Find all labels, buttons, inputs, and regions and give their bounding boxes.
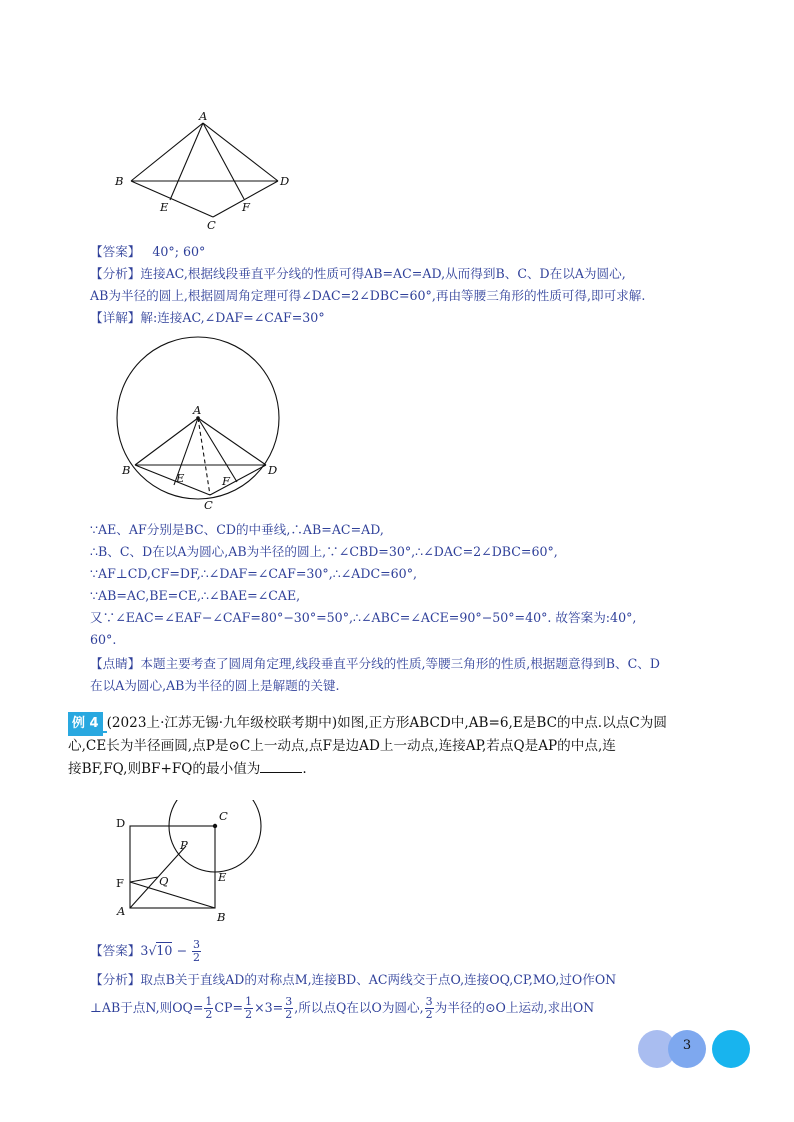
example4-text-3-end: . <box>302 761 307 777</box>
fig1-label-e: E <box>160 200 169 214</box>
comment-tag: 【点睛】 <box>90 656 141 671</box>
answer2-coef: 3 <box>140 943 149 958</box>
frac3-den: 2 <box>285 1008 293 1021</box>
figure-square <box>110 800 280 930</box>
example4-text-3: 接BF,FQ,则BF+FQ的最小值为 <box>68 761 261 777</box>
analysis-text-1: 连接AC,根据线段垂直平分线的性质可得AB=AC=AD,从而得到B、C、D在以A为圆心, <box>140 266 626 281</box>
detail-text: 解:连接AC,∠DAF=∠CAF=30° <box>140 310 325 325</box>
frac1-num: 1 <box>205 995 213 1008</box>
sqrt-sign: √ <box>148 943 157 958</box>
answer-blank <box>260 760 302 773</box>
proof-line-6: 60°. <box>90 632 117 647</box>
example4-tag-wrap <box>68 715 107 733</box>
fig2-label-d: D <box>268 463 278 477</box>
fig2-label-a: A <box>193 403 202 417</box>
proof-line-2: ∴B、C、D在以A为圆心,AB为半径的圆上,∵∠CBD=30°,∴∠DAC=2∠DBC=60°, <box>90 544 558 559</box>
analysis2-text-2b: CP= <box>214 1000 244 1015</box>
example4-line-3 <box>68 758 307 780</box>
fig1-label-c: C <box>207 218 216 232</box>
fig2-label-e: E <box>176 471 185 485</box>
answer2-line <box>90 937 202 965</box>
frac2-num: 1 <box>245 995 253 1008</box>
page-badge-circle-cyan <box>712 1030 750 1068</box>
answer2-radicand: 10 <box>156 943 173 958</box>
analysis2-text-1: 取点B关于直线AD的对称点M,连接BD、AC两线交于点O,连接OQ,CP,MO,过O作ON <box>140 972 617 987</box>
figure-circle <box>110 330 290 515</box>
fig1-label-a: A <box>199 109 208 123</box>
proof-line-5: 又∵∠EAC=∠EAF−∠CAF=80°−30°=50°,∴∠ABC=∠ACE=90°−50°=40°. 故答案为:40°, <box>90 610 637 625</box>
example4-text-1: (2023上·江苏无锡·九年级校联考期中)如图,正方形ABCD中,AB=6,E是BC的中点.以点C为圆 <box>106 715 667 731</box>
fig3-label-c: C <box>219 809 228 823</box>
fig3-label-e: E <box>218 870 227 884</box>
answer2-tag: 【答案】 <box>90 943 141 958</box>
answer2-minus: − <box>176 943 188 958</box>
analysis2-line-2 <box>90 994 594 1022</box>
fig2-label-c: C <box>204 498 213 512</box>
frac2-den: 2 <box>245 1008 253 1021</box>
page-number: 3 <box>682 1038 692 1053</box>
example4-tag: 例 4 <box>68 712 103 736</box>
analysis2-frac-4 <box>425 996 434 1021</box>
comment-line-2: 在以A为圆心,AB为半径的圆上是解题的关键. <box>90 678 340 693</box>
frac1-den: 2 <box>205 1008 213 1021</box>
proof-line-4: ∵AB=AC,BE=CE,∴∠BAE=∠CAE, <box>90 588 301 603</box>
answer2-fraction <box>192 939 201 964</box>
detail-tag: 【详解】 <box>90 310 141 325</box>
answer2-num: 3 <box>193 938 201 951</box>
answer-tag: 【答案】 <box>90 244 141 259</box>
answer2-den: 2 <box>193 951 201 964</box>
comment-line-1 <box>90 654 660 674</box>
analysis2-frac-3 <box>284 996 293 1021</box>
comment-text-1: 本题主要考查了圆周角定理,线段垂直平分线的性质,等腰三角形的性质,根据题意得到B、C、D <box>140 656 660 671</box>
answer-line-1 <box>90 242 205 262</box>
analysis-tag: 【分析】 <box>90 266 141 281</box>
analysis2-text-2a: ⊥AB于点N,则OQ= <box>90 1000 204 1015</box>
fig3-label-f: F <box>116 876 124 890</box>
analysis-line-1 <box>90 264 626 284</box>
fig3-label-b: B <box>217 910 226 924</box>
answer-text: 40°; 60° <box>152 244 206 259</box>
fig2-label-b: B <box>122 463 131 477</box>
fig3-label-p: P <box>180 838 188 852</box>
detail-line <box>90 308 325 328</box>
analysis2-frac-1 <box>204 996 213 1021</box>
fig1-label-f: F <box>242 200 250 214</box>
fig2-label-f: F <box>222 474 230 488</box>
analysis2-frac-2 <box>244 996 253 1021</box>
proof-line-1: ∵AE、AF分别是BC、CD的中垂线,∴AB=AC=AD, <box>90 522 384 537</box>
frac3-num: 3 <box>285 995 293 1008</box>
fig1-label-b: B <box>115 174 124 188</box>
analysis2-line-1 <box>90 970 616 990</box>
analysis2-text-2d: ,所以点Q在以O为圆心, <box>294 1000 424 1015</box>
fig3-label-q: Q <box>159 874 169 888</box>
figure-kite <box>110 108 310 236</box>
analysis2-tag: 【分析】 <box>90 972 141 987</box>
frac4-num: 3 <box>425 995 433 1008</box>
fig3-label-d: D <box>116 816 126 830</box>
example4-line-1 <box>68 712 667 736</box>
analysis-line-2: AB为半径的圆上,根据圆周角定理可得∠DAC=2∠DBC=60°,再由等腰三角形的性质可得,即可求解. <box>90 288 646 303</box>
fig3-label-a: A <box>117 904 126 918</box>
analysis2-text-2e: 为半径的⊙O上运动,求出ON <box>434 1000 595 1015</box>
analysis2-text-2c: ×3= <box>254 1000 284 1015</box>
proof-line-3: ∵AF⊥CD,CF=DF,∴∠DAF=∠CAF=30°,∴∠ADC=60°, <box>90 566 417 581</box>
example4-line-2: 心,CE长为半径画圆,点P是⊙C上一动点,点F是边AD上一动点,连接AP,若点Q是AP的中点,连 <box>68 738 616 754</box>
frac4-den: 2 <box>425 1008 433 1021</box>
fig1-label-d: D <box>280 174 290 188</box>
